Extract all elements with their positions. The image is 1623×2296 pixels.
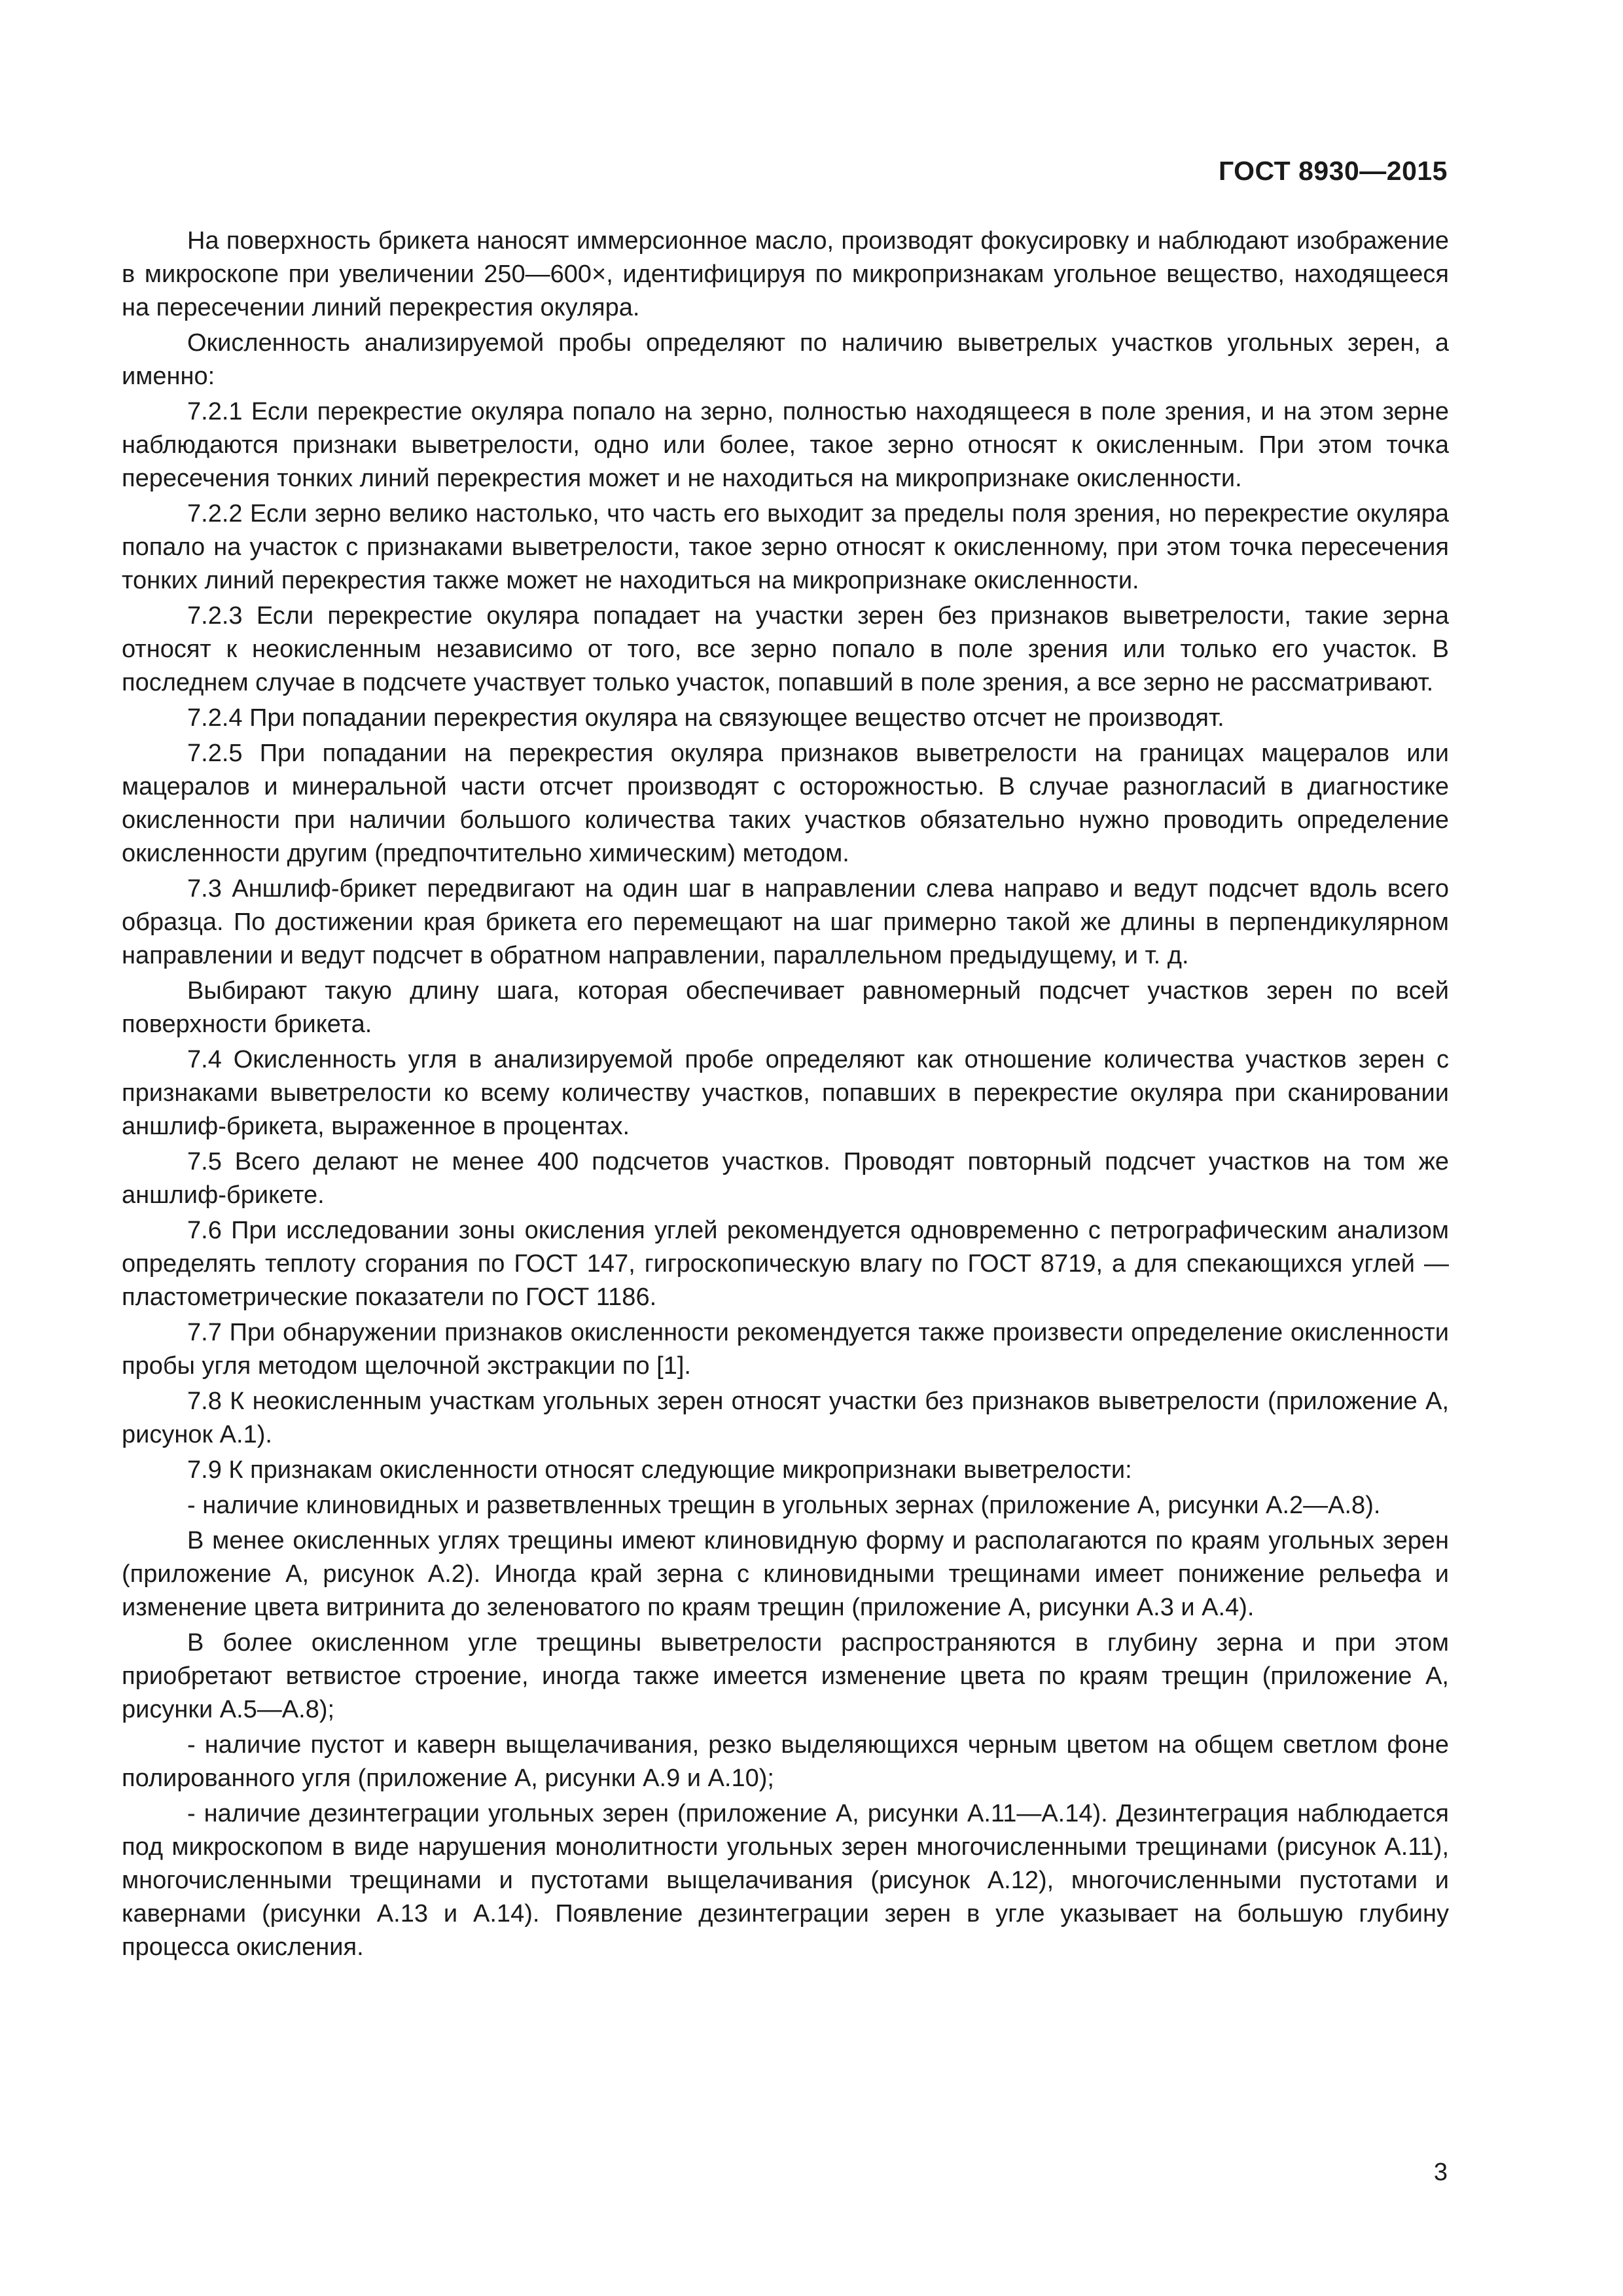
paragraph-7-4: 7.4 Окисленность угля в анализируемой пробе определяют как отношение количества участков зерен с признаками выветрелости ко всему количеству участков, попавших в перекрестие окуляра при сканировании аншлиф-брикета, выраженное в процентах. bbox=[122, 1046, 1449, 1140]
paragraph-7-3: 7.3 Аншлиф-брикет передвигают на один шаг в направлении слева направо и ведут подсчет вдоль всего образца. По достижении края брикета его перемещают на шаг примерно такой же длины в перпендикулярном направлении и ведут подсчет в обратном направлении, параллельном предыдущему, и т. д. bbox=[122, 875, 1449, 969]
paragraph: В менее окисленных углях трещины имеют клиновидную форму и располагаются по краям угольных зерен (приложение А, рисунок А.2). Иногда край зерна с клиновидными трещинами имеет понижение рельефа и изменение цвета витринита до зеленоватого по краям трещин (приложение А, рисунки А.3 и А.4). bbox=[122, 1527, 1449, 1621]
paragraph-7-8: 7.8 К неокисленным участкам угольных зерен относят участки без признаков выветрелости (приложение А, рисунок А.1). bbox=[122, 1388, 1449, 1448]
paragraph: Окисленность анализируемой пробы определяют по наличию выветрелых участков угольных зерен, а именно: bbox=[122, 329, 1449, 390]
page-number: 3 bbox=[1433, 2159, 1448, 2186]
paragraph-7-9: 7.9 К признакам окисленности относят следующие микропризнаки выветрелости: bbox=[187, 1456, 1132, 1484]
paragraph: Выбирают такую длину шага, которая обеспечивает равномерный подсчет участков зерен по всей поверхности брикета. bbox=[122, 977, 1449, 1038]
paragraph-7-7: 7.7 При обнаружении признаков окисленности рекомендуется также произвести определение окисленности пробы угля методом щелочной экстракции по [1]. bbox=[122, 1319, 1449, 1380]
paragraph: В более окисленном угле трещины выветрелости распространяются в глубину зерна и при этом приобретают ветвистое строение, иногда также имеется изменение цвета по краям трещин (приложение А, рисунки А.5—А.8); bbox=[122, 1629, 1449, 1723]
paragraph: На поверхность брикета наносят иммерсионное масло, производят фокусировку и наблюдают изображение в микроскопе при увеличении 250—600×, идентифицируя по микропризнакам угольное вещество, находящееся на пересечении линий перекрестия окуляра. bbox=[122, 227, 1449, 321]
paragraph-7-2-5: 7.2.5 При попадании на перекрестия окуляра признаков выветрелости на границах мацералов или мацералов и минеральной части отсчет производят с осторожностью. В случае разногласий в диагностике окисленности при наличии большого количества таких участков обязательно нужно проводить определение окисленности другим (предпочтительно химическим) методом. bbox=[122, 740, 1449, 867]
paragraph-7-2-4: 7.2.4 При попадании перекрестия окуляра на связующее вещество отсчет не производят. bbox=[187, 704, 1224, 732]
list-item: - наличие клиновидных и разветвленных трещин в угольных зернах (приложение А, рисунки А.2—А.8). bbox=[187, 1492, 1381, 1519]
list-item: - наличие пустот и каверн выщелачивания, резко выделяющихся черным цветом на общем светлом фоне полированного угля (приложение А, рисунки А.9 и А.10); bbox=[122, 1731, 1449, 1792]
paragraph-7-2-2: 7.2.2 Если зерно велико настолько, что часть его выходит за пределы поля зрения, но перекрестие окуляра попало на участок с признаками выветрелости, такое зерно относят к окисленному, при этом точка пересечения тонких линий перекрестия также может не находиться на микропризнаке окисленности. bbox=[122, 500, 1449, 594]
document-body bbox=[122, 224, 1449, 1966]
paragraph-7-6: 7.6 При исследовании зоны окисления углей рекомендуется одновременно с петрографическим анализом определять теплоту сгорания по ГОСТ 147, гигроскопическую влагу по ГОСТ 8719, а для спекающихся углей — пластометрические показатели по ГОСТ 1186. bbox=[122, 1217, 1449, 1311]
paragraph-7-2-1: 7.2.1 Если перекрестие окуляра попало на зерно, полностью находящееся в поле зрения, и на этом зерне наблюдаются признаки выветрелости, одно или более, такое зерно относят к окисленным. При этом точка пересечения тонких линий перекрестия может и не находиться на микропризнаке окисленности. bbox=[122, 398, 1449, 492]
list-item: - наличие дезинтеграции угольных зерен (приложение А, рисунки А.11—А.14). Дезинтеграция наблюдается под микроскопом в виде нарушения монолитности угольных зерен многочисленными трещинами (рисунок А.11), многочисленными трещинами и пустотами выщелачивания (рисунок А.12), многочисленными пустотами и кавернами (рисунки А.13 и А.14). Появление дезинтеграции зерен в угле указывает на большую глубину процесса окисления. bbox=[122, 1800, 1449, 1961]
paragraph-7-5: 7.5 Всего делают не менее 400 подсчетов участков. Проводят повторный подсчет участков на том же аншлиф-брикете. bbox=[122, 1148, 1449, 1209]
paragraph-7-2-3: 7.2.3 Если перекрестие окуляра попадает на участки зерен без признаков выветрелости, такие зерна относят к неокисленным независимо от того, все зерно попало в поле зрения или только его участок. В последнем случае в подсчете участвует только участок, попавший в поле зрения, а все зерно не рассматривают. bbox=[122, 602, 1449, 696]
standard-header: ГОСТ 8930—2015 bbox=[1218, 156, 1448, 186]
